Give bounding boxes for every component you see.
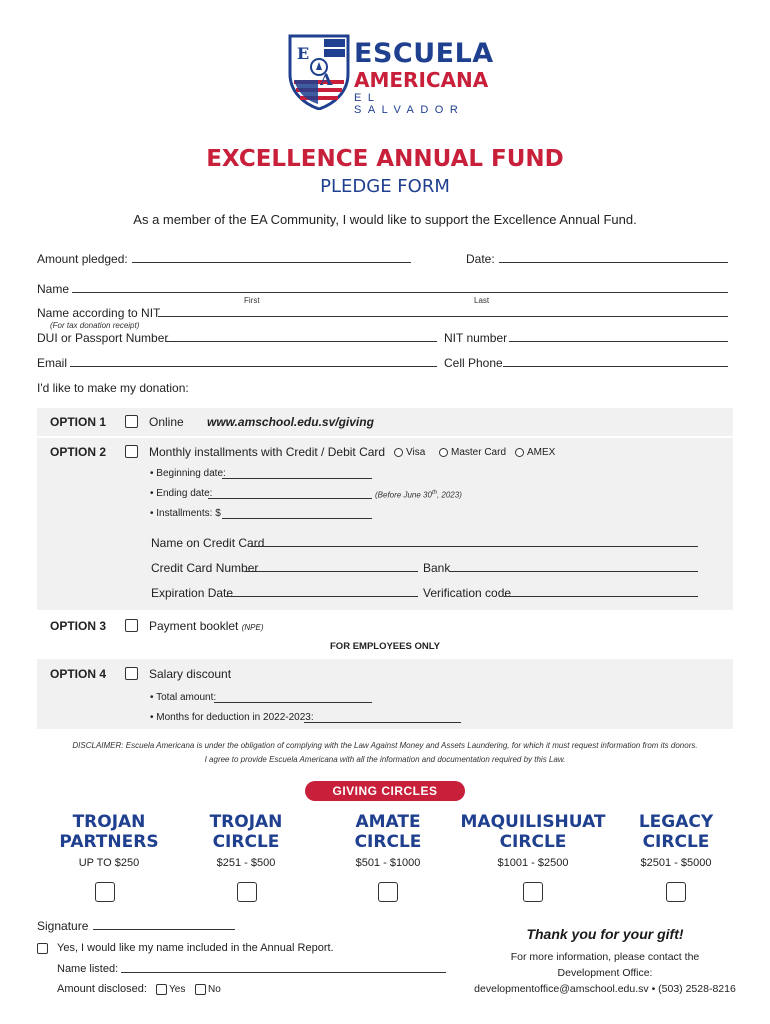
ending-date-label: • Ending date: xyxy=(150,488,213,499)
name-nit-field[interactable] xyxy=(158,316,728,317)
annual-report-checkbox[interactable] xyxy=(37,943,48,954)
giving-circle-2-title2: CIRCLE xyxy=(212,832,280,852)
disclaimer-line2: I agree to provide Escuela Americana with all the information and documentation required by this Law. xyxy=(204,755,566,764)
option4-checkbox[interactable] xyxy=(125,667,138,680)
mastercard-radio[interactable] xyxy=(439,448,448,457)
mastercard-label: Master Card xyxy=(451,447,507,458)
giving-circle-2-checkbox[interactable] xyxy=(237,882,257,902)
giving-circle-5-title2: CIRCLE xyxy=(642,832,710,852)
verification-label: Verification code xyxy=(423,586,512,600)
logo-line1: ESCUELA xyxy=(354,38,494,69)
total-amount-field[interactable] xyxy=(214,702,372,703)
giving-circle-2 xyxy=(183,812,309,869)
name-listed-label: Name listed: xyxy=(57,963,119,975)
option2-checkbox[interactable] xyxy=(125,445,138,458)
option2-label: OPTION 2 xyxy=(50,445,107,459)
verification-field[interactable] xyxy=(504,596,698,597)
option2-panel xyxy=(37,438,733,610)
installments-field[interactable] xyxy=(222,518,372,519)
employees-only-heading: FOR EMPLOYEES ONLY xyxy=(330,641,440,652)
option1-text: Online xyxy=(149,415,184,429)
option1-url[interactable]: www.amschool.edu.sv/giving xyxy=(207,415,374,429)
giving-circle-1-title1: TROJAN xyxy=(72,812,146,832)
giving-circle-3-title1: AMATE xyxy=(355,812,421,832)
giving-circle-4-range: $1001 - $2500 xyxy=(497,857,569,869)
ending-date-note: (Before June 30th, 2023) xyxy=(375,490,462,500)
email-field[interactable] xyxy=(70,366,437,367)
option4-text: Salary discount xyxy=(149,667,232,681)
giving-circles-heading: GIVING CIRCLES xyxy=(305,781,465,801)
expiration-label: Expiration Date xyxy=(151,586,234,600)
bank-label: Bank xyxy=(423,561,451,575)
ending-date-field[interactable] xyxy=(208,498,372,499)
option1-checkbox[interactable] xyxy=(125,415,138,428)
logo-letter-e: E xyxy=(297,44,310,63)
giving-circle-2-title1: TROJAN xyxy=(209,812,283,832)
logo-line3: EL SALVADOR xyxy=(354,92,465,116)
date-field[interactable] xyxy=(499,262,728,263)
amex-label: AMEX xyxy=(527,447,556,458)
card-name-field[interactable] xyxy=(250,546,698,547)
contact-line1: For more information, please contact the xyxy=(510,951,700,963)
giving-circle-5-checkbox[interactable] xyxy=(666,882,686,902)
disclaimer-line1: DISCLAIMER: Escuela Americana is under the obligation of complying with the Law Against Money and Assets Laundering, for which it must request information from its donors. xyxy=(72,741,698,750)
option1-panel xyxy=(37,408,733,436)
visa-radio[interactable] xyxy=(394,448,403,457)
name-field[interactable] xyxy=(72,292,728,293)
last-name-caption: Last xyxy=(474,296,490,305)
name-label: Name xyxy=(37,282,70,296)
option4-panel xyxy=(37,659,733,729)
logo xyxy=(288,34,494,116)
card-number-field[interactable] xyxy=(246,571,418,572)
dui-label: DUI or Passport Number xyxy=(37,331,169,345)
total-amount-label: • Total amount: xyxy=(150,692,217,703)
amount-pledged-field[interactable] xyxy=(132,262,411,263)
email-label: Email xyxy=(37,356,68,370)
donation-intro: I'd like to make my donation: xyxy=(37,381,189,395)
page-subtitle: PLEDGE FORM xyxy=(320,176,450,197)
giving-circle-1-checkbox[interactable] xyxy=(95,882,115,902)
cell-phone-field[interactable] xyxy=(503,366,728,367)
annual-report-label: Yes, I would like my name included in the Annual Report. xyxy=(57,942,334,954)
dui-field[interactable] xyxy=(166,341,437,342)
option4-label: OPTION 4 xyxy=(50,667,107,681)
installments-label: • Installments: $ xyxy=(150,508,221,519)
name-nit-label: Name according to NIT xyxy=(37,306,161,320)
page-title: EXCELLENCE ANNUAL FUND xyxy=(206,146,564,172)
first-name-caption: First xyxy=(244,296,260,305)
giving-circle-2-range: $251 - $500 xyxy=(216,857,276,869)
nit-number-field[interactable] xyxy=(509,341,728,342)
option1-label: OPTION 1 xyxy=(50,415,107,429)
giving-circle-1-range: UP TO $250 xyxy=(78,857,140,869)
beginning-date-label: • Beginning date: xyxy=(150,468,226,479)
name-listed-field[interactable] xyxy=(121,972,446,973)
giving-circle-3-checkbox[interactable] xyxy=(378,882,398,902)
giving-circle-1 xyxy=(44,812,174,869)
intro-text: As a member of the EA Community, I would like to support the Excellence Annual Fund. xyxy=(133,212,637,227)
giving-circle-4 xyxy=(458,812,608,869)
beginning-date-field[interactable] xyxy=(222,478,372,479)
amount-disclosed-label: Amount disclosed: xyxy=(57,983,147,995)
signature-field[interactable] xyxy=(93,929,235,930)
amount-pledged-label: Amount pledged: xyxy=(37,252,128,266)
months-deduction-label: • Months for deduction in 2022-2023: xyxy=(150,712,314,723)
date-label: Date: xyxy=(466,252,495,266)
option3-text: Payment booklet (NPE) xyxy=(149,619,264,633)
logo-line2: AMERICANA xyxy=(354,68,489,92)
giving-circle-3-range: $501 - $1000 xyxy=(355,857,421,869)
nit-number-label: NIT number xyxy=(444,331,508,345)
giving-circle-5 xyxy=(615,812,737,869)
amount-disclosed-yes-checkbox[interactable] xyxy=(156,984,167,995)
cell-phone-label: Cell Phone xyxy=(444,356,503,370)
option3-checkbox[interactable] xyxy=(125,619,138,632)
amount-disclosed-no-checkbox[interactable] xyxy=(195,984,206,995)
giving-circle-5-title1: LEGACY xyxy=(638,812,714,832)
giving-circle-1-title2: PARTNERS xyxy=(59,832,159,852)
giving-circle-4-title1: MAQUILISHUAT xyxy=(460,812,606,832)
signature-label: Signature xyxy=(37,919,89,933)
logo-letter-a: A xyxy=(320,70,333,89)
amount-disclosed-no-label: No xyxy=(208,984,221,995)
card-number-label: Credit Card Number xyxy=(151,561,259,575)
giving-circle-3 xyxy=(325,812,451,869)
card-name-label: Name on Credit Card xyxy=(151,536,265,550)
contact-line2: Development Office: xyxy=(557,967,653,979)
giving-circle-4-checkbox[interactable] xyxy=(523,882,543,902)
amex-radio[interactable] xyxy=(515,448,524,457)
amount-disclosed-yes-label: Yes xyxy=(169,984,186,995)
giving-circle-3-title2: CIRCLE xyxy=(354,832,422,852)
option3-label: OPTION 3 xyxy=(50,619,107,633)
contact-line3: developmentoffice@amschool.edu.sv • (503) 2528-8216 xyxy=(474,983,736,995)
option2-text: Monthly installments with Credit / Debit Card xyxy=(149,445,386,459)
thank-you-text: Thank you for your gift! xyxy=(526,926,684,942)
giving-circle-5-range: $2501 - $5000 xyxy=(640,857,712,869)
months-deduction-field[interactable] xyxy=(304,722,461,723)
bank-field[interactable] xyxy=(450,571,698,572)
visa-label: Visa xyxy=(406,447,426,458)
expiration-field[interactable] xyxy=(226,596,418,597)
nit-note: (For tax donation receipt) xyxy=(50,321,140,330)
giving-circle-4-title2: CIRCLE xyxy=(499,832,567,852)
